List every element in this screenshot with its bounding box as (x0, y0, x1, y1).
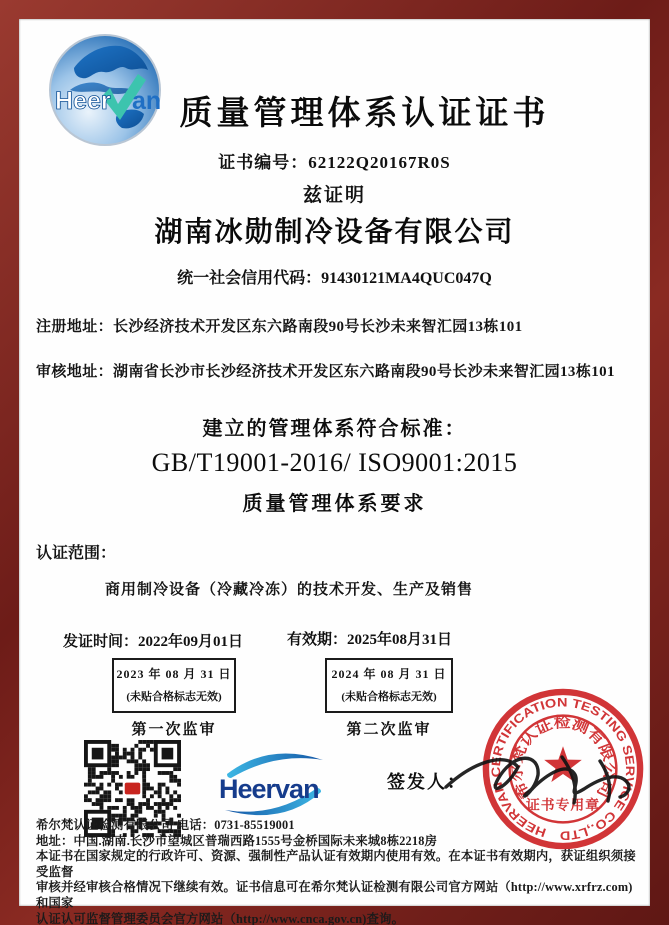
signer-signature (442, 743, 647, 823)
certificate-number-value: 62122Q20167R0S (308, 153, 451, 172)
certificate-number-line (19, 148, 650, 173)
standard-heading: 建立的管理体系符合标准： (202, 418, 467, 440)
registered-address-value: 长沙经济技术开发区东六路南段90号长沙未来智汇园13栋101 (113, 319, 523, 335)
signer-label: 签发人： (387, 772, 467, 792)
seal-ring-text-en: HEERVAN CERTIFICATION TESTING SERVICE CO.,LTD (488, 695, 638, 843)
logo-text-an: an (132, 87, 162, 115)
logo-text-heer: Heer (55, 87, 111, 115)
issue-date-line (63, 630, 243, 651)
footer-line-address: 地址：中国.湖南.长沙市望城区普瑞西路1555号金桥国际未来城8栋2218房 (36, 833, 438, 848)
first-audit-note: (未贴合格标志无效) (126, 691, 222, 703)
footer-line-company-phone: 希尔梵认证检测有限公司 电话：0731-85519001 (36, 818, 295, 832)
certificate-title: 质量管理体系认证证书 (179, 96, 550, 132)
valid-date-line (287, 628, 452, 649)
qr-center-logo (125, 783, 141, 795)
footer-line-validity-2: 审核并经审核合格情况下继续有效。证书信息可在希尔梵认证检测有限公司官方网站（http://www.xrfrz.com)和国家 (36, 880, 633, 910)
second-audit-note: (未贴合格标志无效) (341, 691, 437, 703)
audit-address-label: 审核地址： (36, 364, 114, 380)
credit-code-line (19, 265, 650, 288)
audit-address-value: 湖南省长沙市长沙经济技术开发区东六路南段90号长沙未来智汇园13栋101 (113, 364, 615, 380)
audit-address-line (36, 360, 615, 381)
wordmark-text: Heervan (219, 774, 319, 804)
registered-address-line (36, 315, 523, 336)
credit-code-value: 91430121MA4QUC047Q (321, 270, 492, 287)
second-audit-box (325, 658, 453, 713)
certificate-body (19, 19, 650, 925)
second-audit-caption: 第二次监审 (346, 722, 432, 738)
scope-label: 认证范围： (36, 545, 117, 562)
valid-date-value: 2025年08月31日 (347, 632, 453, 648)
first-audit-caption: 第一次监审 (131, 722, 217, 738)
seal-ring-text-cn: 希尔梵认证检测有限公司 (509, 715, 617, 802)
standard-code: GB/T19001-2016/ ISO9001:2015 (151, 448, 518, 477)
valid-date-label: 有效期： (287, 632, 348, 648)
issue-date-value: 2022年09月01日 (138, 634, 244, 650)
second-audit-date: 2024 年 08 月 31 日 (331, 667, 447, 681)
heervan-wordmark-logo (211, 742, 335, 826)
first-audit-box (112, 658, 236, 713)
first-audit-date: 2023 年 08 月 31 日 (116, 667, 232, 681)
credit-code-label: 统一社会信用代码： (177, 270, 322, 287)
certificate-number-label: 证书编号： (218, 153, 309, 172)
scope-text: 商用制冷设备（冷藏冷冻）的技术开发、生产及销售 (105, 582, 474, 598)
company-name: 湖南冰勋制冷设备有限公司 (154, 217, 515, 248)
footer-line-validity-1: 本证书在国家规定的行政许可、资源、强制性产品认证有效期内使用有效。在本证书有效期内，获证组织须接受监督 (36, 849, 636, 879)
issue-date-label: 发证时间： (63, 634, 139, 650)
declare-text: 兹证明 (302, 185, 366, 206)
seal-center-label: 证书专用章 (525, 797, 601, 813)
footer-line-validity-3: 认证认可监督管理委员会官方网站（http://www.cnca.gov.cn)查询。 (36, 911, 405, 925)
registered-address-label: 注册地址： (36, 319, 114, 335)
standard-name: 质量管理体系要求 (242, 493, 427, 515)
